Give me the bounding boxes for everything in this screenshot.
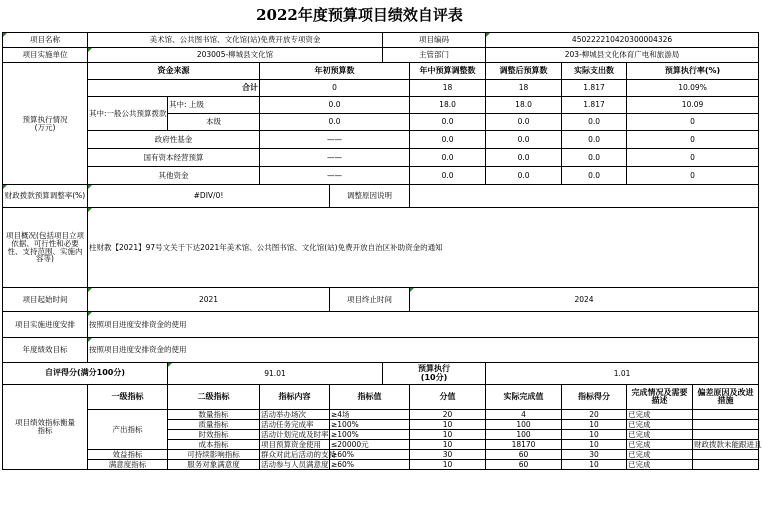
got-cost: 10 (562, 440, 627, 450)
goal-value: 按照项目进度安排资金的使用 (88, 338, 759, 363)
status-cost: 已完成 (627, 440, 693, 450)
header-level1: 一级指标 (88, 385, 168, 410)
project-name-value: 美术馆、公共图书馆、文化馆(站)免费开放专项资金 (88, 33, 383, 48)
got-satisfaction: 10 (562, 460, 627, 470)
adjust-rate-value: #DIV/0! (88, 185, 330, 208)
reason-quality (693, 420, 759, 430)
budget-section-label: 预算执行情况 (万元) (3, 63, 88, 185)
gov-fund-rate: 0 (627, 131, 759, 149)
total-adjusted: 18 (486, 80, 562, 97)
score-cost: 10 (410, 440, 486, 450)
local-label: 本级 (168, 114, 260, 131)
l2-quantity: 数量指标 (168, 410, 260, 420)
status-timeliness: 已完成 (627, 430, 693, 440)
gov-fund-initial: —— (260, 131, 410, 149)
local-adjusted: 0.0 (486, 114, 562, 131)
header-actual-expense: 实际支出数 (562, 63, 627, 80)
l2-sustainability: 可持续影响指标 (168, 450, 260, 460)
actual-quantity: 4 (486, 410, 562, 420)
status-sustainability: 已完成 (627, 450, 693, 460)
project-code-value: 450222210420300004326 (486, 33, 759, 48)
state-capital-adjusted: 0.0 (486, 149, 562, 167)
goal-label: 年度绩效目标 (3, 338, 88, 363)
header-level2: 二级指标 (168, 385, 260, 410)
status-quality: 已完成 (627, 420, 693, 430)
output-indicator-label: 产出指标 (88, 410, 168, 450)
state-capital-rate: 0 (627, 149, 759, 167)
evaluation-table (2, 32, 762, 470)
status-satisfaction: 已完成 (627, 460, 693, 470)
score-satisfaction: 10 (410, 460, 486, 470)
exec-score-value: 1.01 (486, 363, 759, 385)
upper-label: 其中: 上级 (168, 97, 260, 114)
local-mid: 0.0 (410, 114, 486, 131)
content-timeliness: 活动计划完成及时率 (261, 429, 329, 439)
actual-timeliness: 100 (486, 430, 562, 440)
total-initial: 0 (260, 80, 410, 97)
gov-fund-label: 政府性基金 (88, 131, 260, 149)
target-cost: ≤20000元 (330, 440, 410, 450)
header-mid-adjust: 年中预算调整数 (410, 63, 486, 80)
state-capital-initial: —— (260, 149, 410, 167)
content-cost: 项目预算资金使用 (260, 440, 330, 450)
dept-label: 主管部门 (383, 48, 486, 63)
content-sustainability: 群众对此后活动的支持 (261, 449, 336, 459)
upper-mid: 18.0 (410, 97, 486, 114)
target-timeliness: ≥100% (330, 430, 410, 440)
state-capital-mid: 0.0 (410, 149, 486, 167)
total-mid: 18 (410, 80, 486, 97)
other-fund-mid: 0.0 (410, 167, 486, 185)
general-budget-label: 其中:一般公共预算拨款 (88, 97, 168, 131)
state-capital-label: 国有资本经营预算 (88, 149, 260, 167)
overview-label: 项目概况(包括项目立项依据、可行性和必要性、支持范围、实施内容等) (3, 208, 88, 288)
got-quantity: 20 (562, 410, 627, 420)
l2-quality: 质量指标 (168, 420, 260, 430)
target-quality: ≥100% (330, 420, 410, 430)
reason-quantity (693, 410, 759, 420)
header-status: 完成情况及需要描述 (627, 385, 693, 410)
overview-value: 柱财教【2021】97号文关于下达2021年美术馆、公共图书馆、文化馆(站)免费开放自治区补助资金的通知 (88, 208, 759, 288)
l2-cost: 成本指标 (168, 440, 260, 450)
upper-adjusted: 18.0 (486, 97, 562, 114)
total-rate: 10.09% (627, 80, 759, 97)
upper-rate: 10.09 (627, 97, 759, 114)
page-title: 2022年度预算项目绩效自评表 (256, 6, 463, 24)
satisfaction-indicator-label: 满意度指标 (88, 460, 168, 470)
adjust-reason-label: 调整原因说明 (330, 185, 410, 208)
got-quality: 10 (562, 420, 627, 430)
gov-fund-mid: 0.0 (410, 131, 486, 149)
end-time-label: 项目终止时间 (330, 288, 410, 312)
project-code-label: 项目编码 (383, 33, 486, 48)
end-time-value: 2024 (410, 288, 759, 312)
got-sustainability: 30 (562, 450, 627, 460)
local-rate: 0 (627, 114, 759, 131)
content-quality: 活动任务完成率 (260, 420, 330, 430)
other-fund-initial: —— (260, 167, 410, 185)
header-actual: 实际完成值 (486, 385, 562, 410)
total-label: 合计 (88, 80, 260, 97)
other-fund-label: 其他资金 (88, 167, 260, 185)
reason-timeliness (693, 430, 759, 440)
actual-quality: 100 (486, 420, 562, 430)
l2-satisfaction: 服务对象满意度 (168, 460, 260, 470)
total-actual: 1.817 (562, 80, 627, 97)
adjust-rate-label: 财政拨款预算调整率(%) (3, 185, 88, 208)
header-initial-budget: 年初预算数 (260, 63, 410, 80)
l2-timeliness: 时效指标 (168, 430, 260, 440)
project-unit-value: 203005-柳城县文化馆 (88, 48, 383, 63)
dept-value: 203-柳城县文化体育广电和旅游局 (486, 48, 759, 63)
reason-satisfaction (693, 460, 759, 470)
target-quantity: ≥4场 (330, 410, 410, 420)
gov-fund-actual: 0.0 (562, 131, 627, 149)
upper-actual: 1.817 (562, 97, 627, 114)
got-timeliness: 10 (562, 430, 627, 440)
project-name-label: 项目名称 (3, 33, 88, 48)
other-fund-adjusted: 0.0 (486, 167, 562, 185)
score-sustainability: 30 (410, 450, 486, 460)
self-score-value: 91.01 (168, 363, 383, 385)
content-quantity: 活动举办场次 (260, 410, 330, 420)
header-got: 指标得分 (562, 385, 627, 410)
other-fund-actual: 0.0 (562, 167, 627, 185)
actual-cost: 18170 (486, 440, 562, 450)
local-actual: 0.0 (562, 114, 627, 131)
reason-cost: 财政拨款未能跟进且 (694, 439, 762, 449)
exec-score-label: 预算执行 (10分) (383, 363, 486, 385)
project-unit-label: 项目实施单位 (3, 48, 88, 63)
upper-initial: 0.0 (260, 97, 410, 114)
start-time-label: 项目起始时间 (3, 288, 88, 312)
score-quantity: 20 (410, 410, 486, 420)
gov-fund-adjusted: 0.0 (486, 131, 562, 149)
header-reason: 偏差原因及改进措施 (693, 385, 759, 410)
progress-label: 项目实施进度安排 (3, 312, 88, 338)
actual-satisfaction: 60 (486, 460, 562, 470)
other-fund-rate: 0 (627, 167, 759, 185)
header-fund-source: 资金来源 (88, 63, 260, 80)
state-capital-actual: 0.0 (562, 149, 627, 167)
header-target: 指标值 (330, 385, 410, 410)
header-content: 指标内容 (260, 385, 330, 410)
score-quality: 10 (410, 420, 486, 430)
target-satisfaction: ≥60% (330, 460, 410, 470)
progress-value: 按照项目进度安排资金的使用 (88, 312, 759, 338)
status-quantity: 已完成 (627, 410, 693, 420)
self-score-label: 自评得分(满分100分) (3, 363, 168, 385)
header-adjusted-budget: 调整后预算数 (486, 63, 562, 80)
reason-sustainability (693, 450, 759, 460)
header-score: 分值 (410, 385, 486, 410)
score-timeliness: 10 (410, 430, 486, 440)
local-initial: 0.0 (260, 114, 410, 131)
target-sustainability: ≥60% (330, 450, 410, 460)
adjust-reason-value (410, 185, 759, 208)
content-satisfaction: 活动参与人员满意度 (261, 459, 329, 469)
actual-sustainability: 60 (486, 450, 562, 460)
header-exec-rate: 预算执行率(%) (627, 63, 759, 80)
start-time-value: 2021 (88, 288, 330, 312)
benefit-indicator-label: 效益指标 (88, 450, 168, 460)
perf-section-label: 项目绩效指标衡量指标 (3, 385, 88, 470)
